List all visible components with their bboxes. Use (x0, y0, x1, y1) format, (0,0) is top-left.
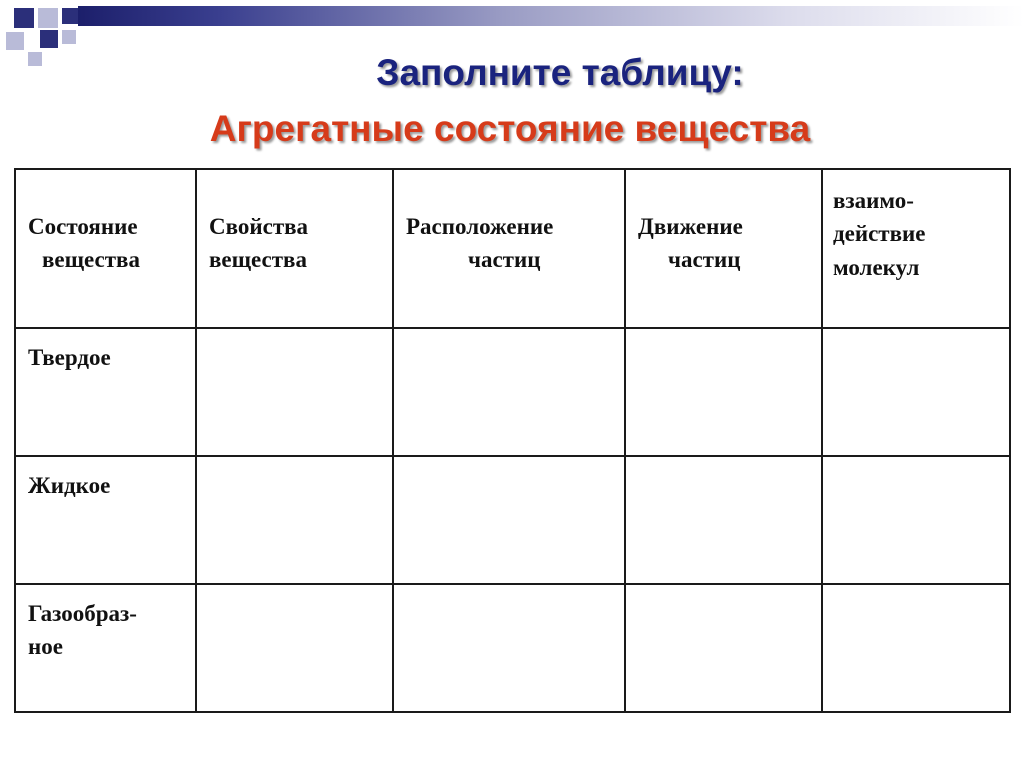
header-interaction-line-1: взаимо- (833, 188, 914, 213)
decorative-squares (0, 0, 80, 70)
header-interaction-line-2: действие (833, 221, 926, 247)
row-label-cell (15, 456, 196, 584)
row-label-liquid: Жидкое (28, 473, 111, 498)
empty-cell (625, 328, 822, 456)
empty-cell (822, 584, 1010, 712)
table-row (15, 456, 1010, 584)
empty-cell (393, 328, 625, 456)
empty-cell (625, 584, 822, 712)
deco-square-light (6, 32, 24, 50)
empty-cell (822, 328, 1010, 456)
header-cell-arrangement (393, 169, 625, 328)
states-table (14, 168, 1011, 713)
header-arrangement-line-2: частиц (468, 247, 541, 273)
header-motion-line-2: частиц (668, 247, 741, 273)
header-motion-line-1: Движение (638, 214, 743, 239)
deco-square-dark (14, 8, 34, 28)
row-label-gas-line-1: Газообраз- (28, 601, 137, 626)
row-label-gas-line-2: ное (28, 634, 63, 660)
empty-cell (196, 328, 393, 456)
slide-title: Заполните таблицу: (376, 52, 744, 93)
empty-cell (393, 584, 625, 712)
header-cell-motion (625, 169, 822, 328)
row-label-cell (15, 328, 196, 456)
header-state-line-2: вещества (42, 247, 140, 273)
empty-cell (625, 456, 822, 584)
empty-cell (393, 456, 625, 584)
header-cell-state (15, 169, 196, 328)
table-row (15, 584, 1010, 712)
header-cell-properties (196, 169, 393, 328)
header-cell-interaction (822, 169, 1010, 328)
header-properties-line-2: вещества (209, 247, 307, 273)
header-state-line-1: Состояние (28, 214, 138, 239)
row-label-cell (15, 584, 196, 712)
header-gradient-bar (78, 6, 1024, 26)
table-header-row (15, 169, 1010, 328)
deco-square-dark (40, 30, 58, 48)
slide-subtitle: Агрегатные состояние вещества (209, 108, 811, 149)
header-interaction-line-3: молекул (833, 254, 920, 280)
deco-square-light (62, 30, 76, 44)
header-arrangement-line-1: Расположение (406, 214, 554, 239)
empty-cell (822, 456, 1010, 584)
deco-square-light (28, 52, 42, 66)
deco-square-dark (62, 8, 78, 24)
empty-cell (196, 456, 393, 584)
table-row (15, 328, 1010, 456)
empty-cell (196, 584, 393, 712)
header-properties-line-1: Свойства (209, 214, 309, 239)
deco-square-light (38, 8, 58, 28)
row-label-solid: Твердое (28, 345, 111, 370)
